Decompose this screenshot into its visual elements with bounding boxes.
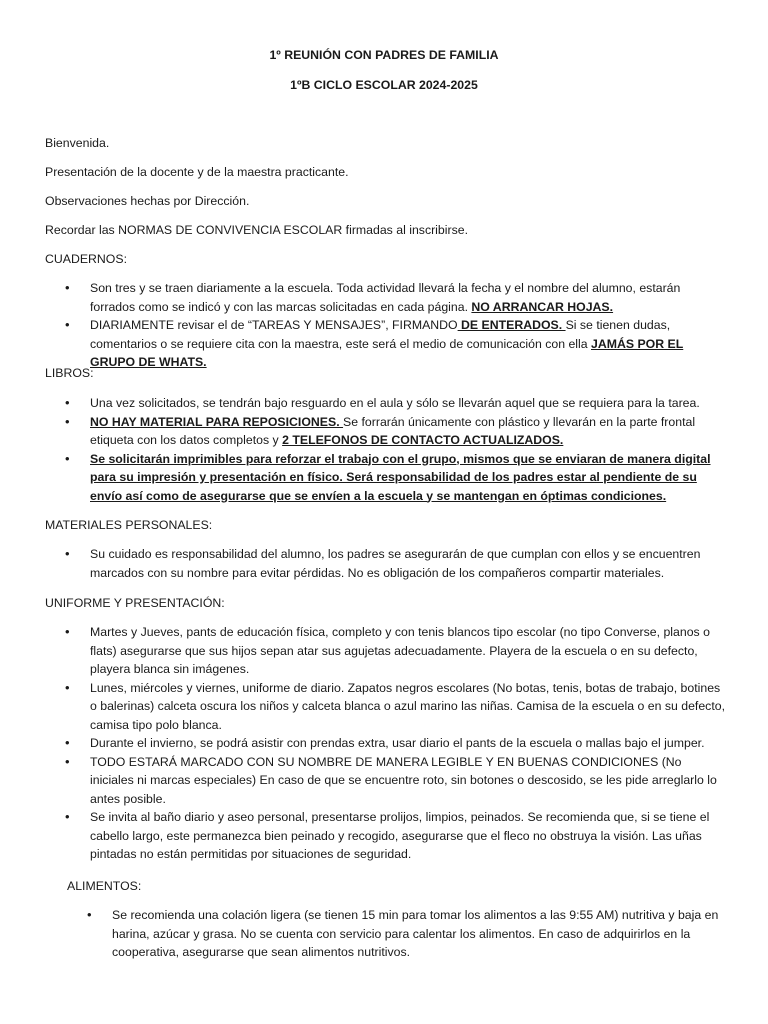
cuadernos-item-emphasis: NO ARRANCAR HOJAS.	[471, 299, 614, 314]
libros-item-text: Una vez solicitados, se tendrán bajo resguardo en el aula y sólo se llevarán aquel que se requiera para la tarea.	[90, 396, 700, 410]
list-item	[45, 545, 725, 582]
bullet-icon: •	[65, 413, 70, 429]
bullet-icon: •	[65, 395, 70, 410]
intro-presentation: Presentación de la docente y de la maestra practicante.	[45, 165, 349, 179]
uniforme-item-text: Se invita al baño diario y aseo personal, presentarse prolijos, limpios, peinados. Se recomienda que, si se tiene el cabello largo, este permanezca bien peinado y recogido, asegurarse que el fleco no obstruya la visión. Las uñas pintadas no están permitidas por situaciones de seguridad.	[90, 810, 710, 861]
section-heading-materiales: MATERIALES PERSONALES:	[45, 518, 213, 532]
alimentos-item-text: Se recomienda una colación ligera (se tienen 15 min para tomar los alimentos a las 9:55 AM) nutritiva y baja en harina, azúcar y grasa. No se cuenta con servicio para calentar los alimentos. En caso de adquirirlos en la cooperativa, asegurarse que sean alimentos nutritivos.	[112, 908, 719, 959]
list-item	[45, 623, 725, 679]
cuadernos-item-text: Si se tienen dudas, comentarios o se requiere cita con la maestra, este será el medio de comunicación con ella	[90, 318, 671, 351]
uniforme-item-text: Lunes, miércoles y viernes, uniforme de diario. Zapatos negros escolares (No botas, tenis, botas de trabajo, botines o balerinas) calceta oscura los niños y calceta blanca o azul marino las niñas. Camisa de la escuela o en su defecto, camisa tipo polo blanca.	[90, 680, 726, 732]
section-heading-cuadernos: CUADERNOS:	[45, 252, 127, 266]
list-item	[45, 316, 725, 372]
intro-rules: Recordar las NORMAS DE CONVIVENCIA ESCOLAR firmadas al inscribirse.	[45, 223, 468, 237]
cuadernos-item-emphasis: DE ENTERADOS.	[457, 318, 566, 332]
list-item	[45, 279, 725, 316]
list-item	[67, 906, 727, 962]
cuadernos-item-text: DIARIAMENTE revisar el de “TAREAS Y MENSAJES”, FIRMANDO	[90, 318, 458, 332]
list-item	[45, 450, 725, 506]
materiales-item-text: Su cuidado es responsabilidad del alumno, los padres se asegurarán de que cumplan con ellos y se encuentren marcados con su nombre para evitar pérdidas. No es obligación de los compañeros compartir materiales.	[90, 547, 701, 580]
document-subtitle: 1ºB CICLO ESCOLAR 2024-2025	[290, 78, 478, 92]
section-heading-alimentos: ALIMENTOS:	[67, 879, 142, 893]
libros-item-emphasis: NO HAY MATERIAL PARA REPOSICIONES.	[90, 414, 344, 429]
intro-welcome: Bienvenida.	[45, 136, 110, 150]
list-item	[45, 753, 725, 809]
section-heading-libros: LIBROS:	[45, 366, 94, 380]
uniforme-item-text: Durante el invierno, se podrá asistir con prendas extra, usar diario el pants de la escuela o mallas bajo el jumper.	[90, 736, 705, 750]
uniforme-item-text: TODO ESTARÁ MARCADO CON SU NOMBRE DE MANERA LEGIBLE Y EN BUENAS CONDICIONES (No iniciales ni marcas especiales) En caso de que se encuentre roto, sin botones o descosido, se les pide arreglarlo lo antes posible.	[90, 754, 717, 806]
bullet-icon: •	[65, 735, 70, 750]
libros-item-emphasis: Se solicitarán imprimibles para reforzar el trabajo con el grupo, mismos que se enviaran de manera digital para su impresión y presentación en físico. Será responsabilidad de los padres estar al pendiente de su envío así como de asegurarse que se envíen a la escuela y se mantengan en óptimas condiciones.	[90, 451, 711, 503]
bullet-icon: •	[65, 317, 70, 332]
list-item	[45, 679, 725, 735]
bullet-icon: •	[65, 624, 70, 639]
bullet-icon: •	[87, 907, 92, 922]
materiales-list	[45, 545, 725, 582]
uniforme-item-text: Martes y Jueves, pants de educación física, completo y con tenis blancos tipo escolar (no tipo Converse, planos o flats) asegurarse que sus hijos sepan atar sus agujetas adecuadamente. Playera de la escuela o en su defecto, playera blanca sin imágenes.	[90, 625, 710, 676]
bullet-icon: •	[65, 809, 70, 824]
list-item	[45, 413, 725, 450]
bullet-icon: •	[65, 450, 70, 466]
bullet-icon: •	[65, 753, 70, 769]
bullet-icon: •	[65, 280, 70, 295]
section-heading-uniforme: UNIFORME Y PRESENTACIÓN:	[45, 596, 225, 610]
cuadernos-list	[45, 279, 725, 372]
alimentos-list	[67, 906, 727, 962]
bullet-icon: •	[65, 546, 70, 561]
libros-item-emphasis: 2 TELEFONOS DE CONTACTO ACTUALIZADOS.	[282, 433, 564, 447]
cuadernos-item-emphasis: JAMÁS POR EL GRUPO DE WHATS.	[90, 336, 684, 369]
intro-observations: Observaciones hechas por Dirección.	[45, 194, 250, 208]
document-title: 1º REUNIÓN CON PADRES DE FAMILIA	[269, 48, 499, 62]
list-item	[45, 734, 725, 753]
libros-list	[45, 394, 725, 505]
libros-item-text: Se forrarán únicamente con plástico y llevarán en la parte frontal etiqueta con los datos completos y	[90, 414, 696, 447]
uniforme-list	[45, 623, 725, 864]
list-item	[45, 808, 725, 864]
list-item	[45, 394, 725, 413]
bullet-icon: •	[65, 679, 70, 695]
cuadernos-item-text: Son tres y se traen diariamente a la escuela. Toda actividad llevará la fecha y el nombre del alumno, estarán forrados como se indicó y con las marcas solicitadas en cada página.	[90, 281, 681, 314]
